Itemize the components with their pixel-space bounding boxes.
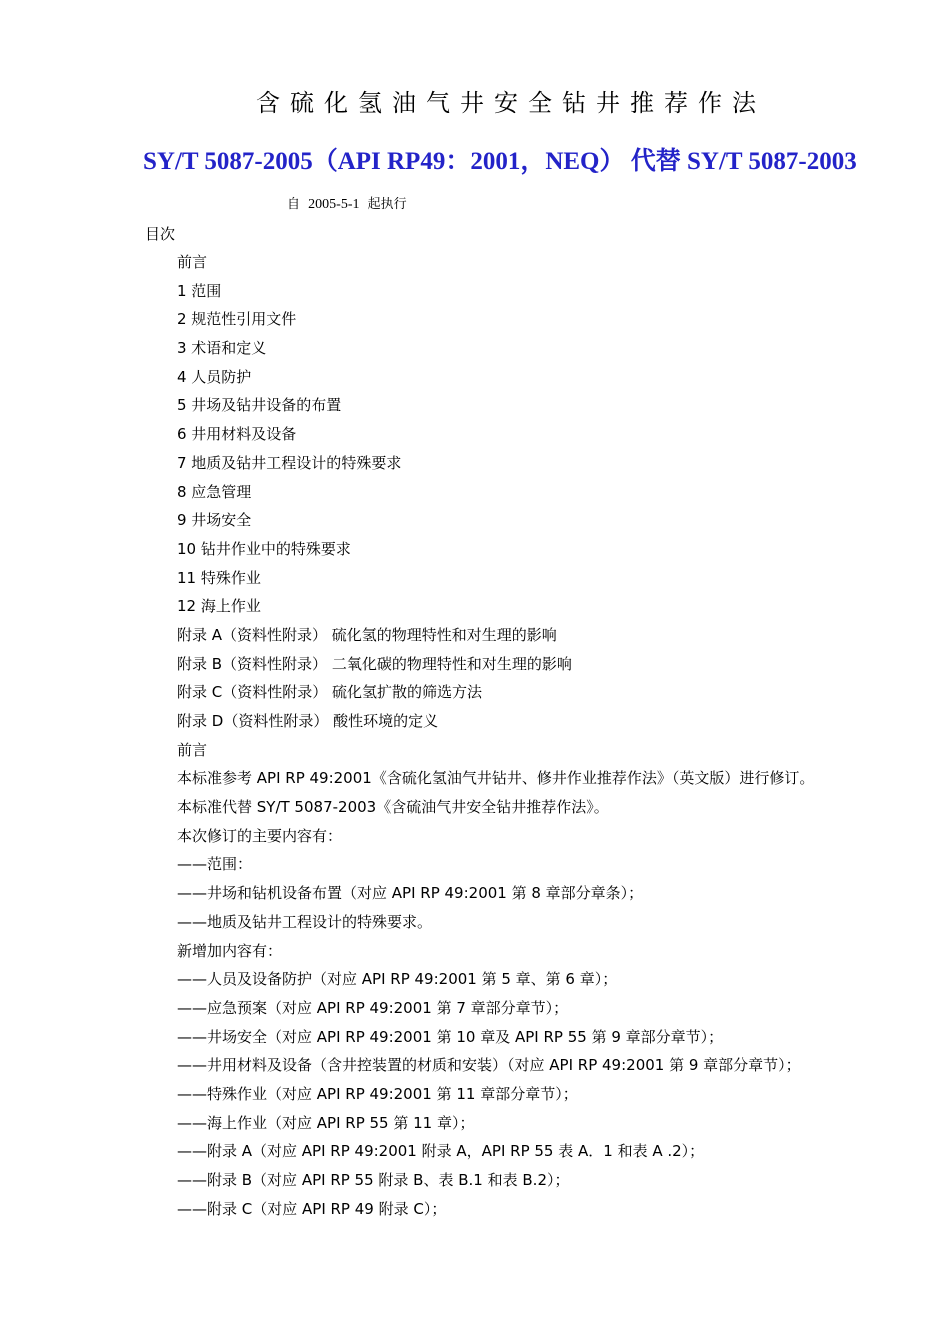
paragraph-line: 本标准代替 SY/T 5087-2003《含硫油气井安全钻井推荐作法》。 [177,798,609,817]
list-item: ——井场安全（对应 API RP 49:2001 第 10 章及 API RP 55 第 9 章部分章节）； [177,1027,724,1046]
document-title: 含硫化氢油气井安全钻井推荐作法 [256,89,766,117]
list-item: ——井场和钻机设备布置（对应 API RP 49:2001 第 8 章部分章条）； [177,884,644,903]
effective-prefix: 自 [287,197,301,212]
toc-item: 7 地质及钻井工程设计的特殊要求 [177,453,402,472]
toc-item: 9 井场安全 [177,511,252,530]
list-item: ——地质及钻井工程设计的特殊要求。 [177,912,433,931]
toc-item: 12 海上作业 [177,597,261,616]
list-item: ——范围： [177,855,253,874]
list-item: ——应急预案（对应 API RP 49:2001 第 7 章部分章节）； [177,998,569,1017]
list-item: ——人员及设备防护（对应 API RP 49:2001 第 5 章、第 6 章）； [177,970,618,989]
effective-date: 2005-5-1 [308,197,360,212]
list-item: ——特殊作业（对应 API RP 49:2001 第 11 章部分章节）； [177,1084,578,1103]
toc-item: 5 井场及钻井设备的布置 [177,396,342,415]
list-item: ——附录 C（对应 API RP 49 附录 C）； [177,1199,447,1218]
toc-item: 11 特殊作业 [177,568,261,587]
list-item: ——附录 A（对应 API RP 49:2001 附录 A，API RP 55 表 A．1 和表 A .2）； [177,1142,705,1161]
paragraph-line: 新增加内容有： [177,941,283,960]
effective-suffix: 起执行 [367,197,407,212]
list-item: ——海上作业（对应 API RP 55 第 11 章）； [177,1113,475,1132]
document-body [177,250,917,1225]
paragraph-line: 本次修订的主要内容有： [177,826,343,845]
toc-item: 10 钻井作业中的特殊要求 [177,539,351,558]
toc-item: 8 应急管理 [177,482,252,501]
toc-item: 6 井用材料及设备 [177,425,297,444]
section-heading: 前言 [177,740,208,759]
standard-number-line: SY/T 5087-2005（API RP49：2001，NEQ） 代替 SY/T 5087-2003 [143,148,857,175]
toc-item: 前言 [177,253,208,271]
toc-heading: 目次 [145,225,176,243]
paragraph-line: 本标准参考 API RP 49:2001《含硫化氢油气井钻井、修井作业推荐作法》（英文版）进行修订。 [177,769,815,788]
toc-item: 附录 B（资料性附录） 二氧化碳的物理特性和对生理的影响 [177,654,572,673]
toc-item: 附录 A（资料性附录） 硫化氢的物理特性和对生理的影响 [177,625,557,644]
list-item: ——附录 B（对应 API RP 55 附录 B、表 B.1 和表 B.2）； [177,1171,570,1189]
toc-item: 2 规范性引用文件 [177,310,297,329]
toc-item: 4 人员防护 [177,367,252,386]
toc-item: 3 术语和定义 [177,339,267,358]
list-item: ——井用材料及设备（含井控装置的材质和安装）（对应 API RP 49:2001 第 9 章部分章节）； [177,1056,801,1075]
toc-item: 1 范围 [177,281,222,300]
effective-date-line [287,196,407,214]
toc-item: 附录 C（资料性附录） 硫化氢扩散的筛选方法 [177,683,483,702]
toc-item: 附录 D（资料性附录） 酸性环境的定义 [177,712,439,730]
